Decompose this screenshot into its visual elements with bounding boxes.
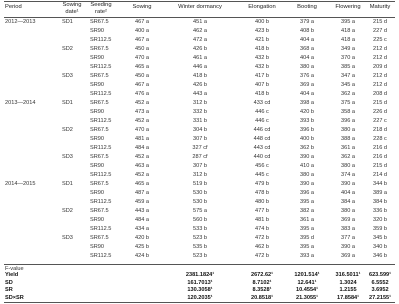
f-maturity-cell: 3.6952 bbox=[371, 287, 389, 293]
maturity-cell: 336 b bbox=[373, 208, 387, 214]
winter-dormancy-cell: 575 a bbox=[193, 208, 207, 214]
elongation-cell: 433 cd bbox=[253, 100, 271, 106]
winter-dormancy-cell: 426 b bbox=[193, 82, 207, 88]
elongation-cell: 432 b bbox=[255, 64, 269, 70]
elongation-cell: 423 b bbox=[255, 28, 269, 34]
maturity-cell: 340 b bbox=[373, 244, 387, 250]
winter-dormancy-cell: 560 b bbox=[193, 217, 207, 223]
maturity-cell: 389 a bbox=[373, 190, 387, 196]
seeding-rate-cell: SR90 bbox=[90, 55, 104, 61]
flowering-cell: 374 a bbox=[341, 172, 355, 178]
f-row-label: Yield bbox=[5, 272, 19, 278]
seeding-rate-cell: SR112.5 bbox=[90, 145, 112, 151]
elongation-cell: 474 b bbox=[255, 226, 269, 232]
seeding-rate-cell: SR67.5 bbox=[90, 208, 109, 214]
sowing-cell: 450 a bbox=[135, 73, 149, 79]
f-flowering-cell: 1.3024 bbox=[339, 279, 357, 286]
flowering-cell: 369 a bbox=[341, 217, 355, 223]
elongation-cell: 448 cd bbox=[253, 136, 271, 142]
header-sowing-date-line2: date¹ bbox=[65, 9, 79, 15]
booting-cell: 395 a bbox=[300, 244, 314, 250]
elongation-cell: 478 b bbox=[255, 190, 269, 196]
winter-dormancy-cell: 307 b bbox=[193, 163, 207, 169]
booting-cell: 420 b bbox=[300, 109, 314, 115]
flowering-cell: 380 a bbox=[341, 208, 355, 214]
header-booting: Booting bbox=[297, 4, 317, 10]
maturity-cell: 212 d bbox=[373, 55, 387, 61]
seeding-rate-cell: SR112.5 bbox=[90, 226, 112, 232]
f-maturity-cell: 6.5552 bbox=[371, 279, 389, 286]
sowing-date-label: SD2 bbox=[62, 208, 73, 214]
elongation-cell: 446 c bbox=[255, 118, 269, 124]
flowering-cell: 345 a bbox=[341, 82, 355, 88]
sowing-cell: 452 a bbox=[135, 172, 149, 178]
header-seeding-rate-line2: rate² bbox=[95, 9, 107, 15]
f-winter-dormancy-cell: 130.3058¹ bbox=[187, 287, 213, 293]
header-flowering: Flowering bbox=[335, 4, 361, 10]
f-flowering-cell: 1.2155 bbox=[339, 287, 357, 293]
elongation-cell: 480 b bbox=[255, 199, 269, 205]
maturity-cell: 320 b bbox=[373, 217, 387, 223]
maturity-cell: 212 d bbox=[373, 46, 387, 52]
elongation-cell: 407 b bbox=[255, 82, 269, 88]
f-booting-cell: 21.3055¹ bbox=[295, 294, 319, 301]
maturity-cell: 216 d bbox=[373, 145, 387, 151]
winter-dormancy-cell: 426 b bbox=[193, 46, 207, 52]
sowing-cell: 473 a bbox=[135, 109, 149, 115]
sowing-cell: 467 a bbox=[135, 37, 149, 43]
header-sowing: Sowing bbox=[132, 4, 152, 10]
winter-dormancy-cell: 304 b bbox=[193, 127, 207, 133]
booting-cell: 400 b bbox=[300, 136, 314, 142]
maturity-cell: 228 c bbox=[373, 136, 387, 142]
maturity-cell: 227 d bbox=[373, 28, 387, 34]
maturity-cell: 346 b bbox=[373, 253, 387, 259]
booting-cell: 369 a bbox=[300, 82, 314, 88]
sowing-cell: 463 a bbox=[135, 163, 149, 169]
sowing-cell: 425 b bbox=[135, 244, 149, 250]
sowing-date-label: SD3 bbox=[62, 235, 73, 241]
seeding-rate-cell: SR90 bbox=[90, 244, 104, 250]
f-maturity-cell: 27.2155¹ bbox=[368, 294, 392, 301]
winter-dormancy-cell: 519 b bbox=[193, 181, 207, 187]
period-label: 2014—2015 bbox=[5, 181, 36, 187]
sowing-cell: 452 a bbox=[135, 118, 149, 124]
booting-cell: 393 b bbox=[300, 118, 314, 124]
seeding-rate-cell: SR112.5 bbox=[90, 118, 112, 124]
f-value-label: F-value bbox=[5, 266, 24, 272]
f-winter-dormancy-cell: 161.7013¹ bbox=[187, 279, 213, 286]
seeding-rate-cell: SR112.5 bbox=[90, 199, 112, 205]
booting-cell: 396 a bbox=[300, 190, 314, 196]
flowering-cell: 380 a bbox=[341, 163, 355, 169]
f-elongation-cell: 8.3528¹ bbox=[252, 287, 272, 293]
period-label: 2012—2013 bbox=[5, 19, 36, 25]
booting-cell: 380 a bbox=[300, 172, 314, 178]
winter-dormancy-cell: 331 b bbox=[193, 118, 207, 124]
elongation-cell: 421 b bbox=[255, 37, 269, 43]
flowering-cell: 361 a bbox=[341, 145, 355, 151]
seeding-rate-cell: SR67.5 bbox=[90, 19, 109, 25]
booting-cell: 380 a bbox=[300, 64, 314, 70]
maturity-cell: 225 c bbox=[373, 37, 387, 43]
seeding-rate-cell: SR90 bbox=[90, 109, 104, 115]
sowing-cell: 476 a bbox=[135, 91, 149, 97]
maturity-cell: 344 b bbox=[373, 181, 387, 187]
seeding-rate-cell: SR112.5 bbox=[90, 253, 112, 259]
f-maturity-cell: 623.599¹ bbox=[368, 272, 392, 278]
booting-cell: 390 a bbox=[300, 181, 314, 187]
f-flowering-cell: 17.8584¹ bbox=[336, 294, 360, 301]
flowering-cell: 370 a bbox=[341, 55, 355, 61]
header-maturity: Maturity bbox=[369, 4, 391, 10]
elongation-cell: 472 b bbox=[255, 253, 269, 259]
seeding-rate-cell: SR90 bbox=[90, 190, 104, 196]
seeding-rate-cell: SR90 bbox=[90, 163, 104, 169]
f-row-label: SR bbox=[5, 287, 13, 293]
header-sowing-date-line1: Sowing bbox=[62, 2, 82, 8]
seeding-rate-cell: SR67.5 bbox=[90, 181, 109, 187]
seeding-rate-cell: SR90 bbox=[90, 28, 104, 34]
elongation-cell: 445 c bbox=[255, 172, 269, 178]
sowing-cell: 487 a bbox=[135, 190, 149, 196]
seeding-rate-cell: SR90 bbox=[90, 136, 104, 142]
sowing-date-label: SD2 bbox=[62, 127, 73, 133]
winter-dormancy-cell: 332 b bbox=[193, 109, 207, 115]
flowering-cell: 404 a bbox=[341, 190, 355, 196]
sowing-cell: 452 a bbox=[135, 154, 149, 160]
seeding-rate-cell: SR67.5 bbox=[90, 100, 109, 106]
sowing-cell: 481 a bbox=[135, 136, 149, 142]
sowing-cell: 465 a bbox=[135, 64, 149, 70]
booting-cell: 395 a bbox=[300, 199, 314, 205]
winter-dormancy-cell: 461 a bbox=[193, 55, 207, 61]
elongation-cell: 456 c bbox=[255, 163, 269, 169]
flowering-cell: 377 a bbox=[341, 235, 355, 241]
sowing-cell: 420 b bbox=[135, 235, 149, 241]
winter-dormancy-cell: 523 b bbox=[193, 235, 207, 241]
elongation-cell: 472 b bbox=[255, 235, 269, 241]
header-elongation: Elongation bbox=[248, 4, 276, 10]
sowing-cell: 459 a bbox=[135, 199, 149, 205]
winter-dormancy-cell: 523 b bbox=[193, 253, 207, 259]
maturity-cell: 345 b bbox=[373, 235, 387, 241]
f-elongation-cell: 2672.62¹ bbox=[250, 272, 274, 278]
booting-cell: 404 a bbox=[300, 37, 314, 43]
elongation-cell: 440 cd bbox=[253, 154, 271, 160]
body-rule bbox=[4, 264, 395, 265]
flowering-cell: 396 a bbox=[341, 118, 355, 124]
booting-cell: 393 a bbox=[300, 253, 314, 259]
winter-dormancy-cell: 307 b bbox=[193, 136, 207, 142]
booting-cell: 398 a bbox=[300, 100, 314, 106]
bottom-rule bbox=[4, 302, 395, 303]
seeding-rate-cell: SR112.5 bbox=[90, 37, 112, 43]
seeding-rate-cell: SR112.5 bbox=[90, 91, 112, 97]
maturity-cell: 214 d bbox=[373, 172, 387, 178]
sowing-cell: 467 a bbox=[135, 19, 149, 25]
winter-dormancy-cell: 533 b bbox=[193, 226, 207, 232]
flowering-cell: 369 a bbox=[341, 253, 355, 259]
header-winter-dormancy: Winter dormancy bbox=[178, 4, 222, 10]
sowing-cell: 465 a bbox=[135, 181, 149, 187]
booting-cell: 395 d bbox=[300, 235, 314, 241]
maturity-cell: 226 d bbox=[373, 109, 387, 115]
booting-cell: 404 a bbox=[300, 55, 314, 61]
f-winter-dormancy-cell: 120.2035¹ bbox=[187, 294, 213, 301]
elongation-cell: 417 b bbox=[255, 73, 269, 79]
winter-dormancy-cell: 443 a bbox=[193, 91, 207, 97]
seeding-rate-cell: SR67.5 bbox=[90, 73, 109, 79]
booting-cell: 361 a bbox=[300, 217, 314, 223]
flowering-cell: 395 a bbox=[341, 19, 355, 25]
header-period: Period bbox=[5, 4, 22, 10]
elongation-cell: 446 c bbox=[255, 109, 269, 115]
booting-cell: 382 a bbox=[300, 208, 314, 214]
maturity-cell: 218 d bbox=[373, 127, 387, 133]
booting-cell: 362 b bbox=[300, 145, 314, 151]
flowering-cell: 347 a bbox=[341, 73, 355, 79]
flowering-cell: 385 a bbox=[341, 64, 355, 70]
sowing-cell: 443 a bbox=[135, 208, 149, 214]
maturity-cell: 215 d bbox=[373, 100, 387, 106]
winter-dormancy-cell: 535 b bbox=[193, 244, 207, 250]
winter-dormancy-cell: 472 a bbox=[193, 37, 207, 43]
f-row-label: SD×SR bbox=[5, 294, 24, 301]
sowing-cell: 424 b bbox=[135, 253, 149, 259]
maturity-cell: 216 d bbox=[373, 154, 387, 160]
header-rule bbox=[4, 17, 395, 18]
seeding-rate-cell: SR67.5 bbox=[90, 235, 109, 241]
winter-dormancy-cell: 451 a bbox=[193, 19, 207, 25]
sowing-date-label: SD3 bbox=[62, 73, 73, 79]
booting-cell: 379 a bbox=[300, 19, 314, 25]
maturity-cell: 212 d bbox=[373, 73, 387, 79]
f-elongation-cell: 20.8518¹ bbox=[250, 294, 274, 301]
elongation-cell: 462 b bbox=[255, 244, 269, 250]
elongation-cell: 432 b bbox=[255, 55, 269, 61]
elongation-cell: 418 b bbox=[255, 91, 269, 97]
seeding-rate-cell: SR90 bbox=[90, 217, 104, 223]
sowing-cell: 470 a bbox=[135, 55, 149, 61]
sowing-cell: 484 a bbox=[135, 145, 149, 151]
flowering-cell: 362 a bbox=[341, 91, 355, 97]
sowing-date-label: SD1 bbox=[62, 181, 73, 187]
seeding-rate-cell: SR67.5 bbox=[90, 46, 109, 52]
flowering-cell: 418 a bbox=[341, 37, 355, 43]
booting-cell: 410 a bbox=[300, 163, 314, 169]
winter-dormancy-cell: 462 a bbox=[193, 28, 207, 34]
booting-cell: 396 b bbox=[300, 127, 314, 133]
elongation-cell: 418 b bbox=[255, 46, 269, 52]
winter-dormancy-cell: 312 b bbox=[193, 100, 207, 106]
maturity-cell: 215 d bbox=[373, 19, 387, 25]
booting-cell: 376 a bbox=[300, 73, 314, 79]
flowering-cell: 418 a bbox=[341, 28, 355, 34]
sowing-cell: 434 a bbox=[135, 226, 149, 232]
maturity-cell: 212 d bbox=[373, 82, 387, 88]
flowering-cell: 390 a bbox=[341, 181, 355, 187]
winter-dormancy-cell: 312 b bbox=[193, 172, 207, 178]
seeding-rate-cell: SR67.5 bbox=[90, 127, 109, 133]
period-label: 2013—2014 bbox=[5, 100, 36, 106]
sowing-cell: 467 a bbox=[135, 82, 149, 88]
elongation-cell: 443 cd bbox=[253, 145, 271, 151]
seeding-rate-cell: SR67.5 bbox=[90, 154, 109, 160]
elongation-cell: 446 cd bbox=[253, 127, 271, 133]
winter-dormancy-cell: 530 b bbox=[193, 199, 207, 205]
header-seeding-rate-line1: Seeding bbox=[90, 2, 112, 8]
f-booting-cell: 1201.514¹ bbox=[294, 272, 320, 278]
maturity-cell: 215 d bbox=[373, 163, 387, 169]
sowing-date-label: SD1 bbox=[62, 19, 73, 25]
sowing-date-label: SD2 bbox=[62, 46, 73, 52]
elongation-cell: 400 b bbox=[255, 19, 269, 25]
seeding-rate-cell: SR90 bbox=[90, 82, 104, 88]
booting-cell: 395 a bbox=[300, 226, 314, 232]
flowering-cell: 388 a bbox=[341, 136, 355, 142]
winter-dormancy-cell: 446 a bbox=[193, 64, 207, 70]
booting-cell: 368 a bbox=[300, 46, 314, 52]
seeding-rate-cell: SR112.5 bbox=[90, 172, 112, 178]
winter-dormancy-cell: 327 cf bbox=[192, 145, 208, 151]
elongation-cell: 477 b bbox=[255, 208, 269, 214]
maturity-cell: 209 d bbox=[373, 64, 387, 70]
flowering-cell: 384 a bbox=[341, 199, 355, 205]
sowing-cell: 450 a bbox=[135, 46, 149, 52]
sowing-cell: 400 a bbox=[135, 28, 149, 34]
f-booting-cell: 10.4554¹ bbox=[295, 287, 319, 293]
flowering-cell: 375 a bbox=[341, 100, 355, 106]
flowering-cell: 362 a bbox=[341, 154, 355, 160]
elongation-cell: 479 b bbox=[255, 181, 269, 187]
maturity-cell: 359 b bbox=[373, 226, 387, 232]
sowing-cell: 452 a bbox=[135, 100, 149, 106]
sowing-date-label: SD1 bbox=[62, 100, 73, 106]
maturity-cell: 208 d bbox=[373, 91, 387, 97]
sowing-date-label: SD3 bbox=[62, 154, 73, 160]
booting-cell: 390 a bbox=[300, 154, 314, 160]
flowering-cell: 349 a bbox=[341, 46, 355, 52]
elongation-cell: 481 b bbox=[255, 217, 269, 223]
f-elongation-cell: 8.7102¹ bbox=[252, 279, 272, 286]
f-booting-cell: 12.641¹ bbox=[297, 279, 317, 286]
f-winter-dormancy-cell: 2381.1824¹ bbox=[185, 272, 215, 278]
booting-cell: 404 a bbox=[300, 91, 314, 97]
flowering-cell: 380 a bbox=[341, 127, 355, 133]
sowing-cell: 484 a bbox=[135, 217, 149, 223]
winter-dormancy-cell: 287 cf bbox=[192, 154, 208, 160]
maturity-cell: 384 b bbox=[373, 199, 387, 205]
maturity-cell: 227 c bbox=[373, 118, 387, 124]
flowering-cell: 358 a bbox=[341, 109, 355, 115]
sowing-cell: 470 a bbox=[135, 127, 149, 133]
booting-cell: 408 b bbox=[300, 28, 314, 34]
seeding-rate-cell: SR112.5 bbox=[90, 64, 112, 70]
f-flowering-cell: 316.5011¹ bbox=[335, 272, 361, 278]
flowering-cell: 390 a bbox=[341, 244, 355, 250]
flowering-cell: 383 a bbox=[341, 226, 355, 232]
winter-dormancy-cell: 530 b bbox=[193, 190, 207, 196]
f-row-label: SD bbox=[5, 279, 13, 286]
winter-dormancy-cell: 418 b bbox=[193, 73, 207, 79]
